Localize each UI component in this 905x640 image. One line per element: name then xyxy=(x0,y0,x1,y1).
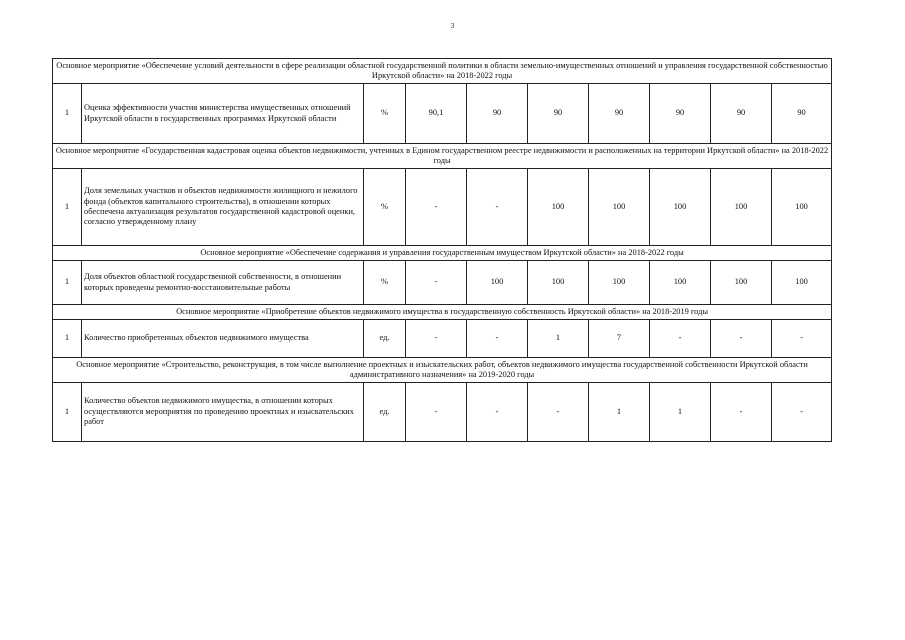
table-row xyxy=(53,320,832,358)
value-cell: 100 xyxy=(650,261,711,305)
row-number: 1 xyxy=(53,84,82,144)
value-cell: 100 xyxy=(589,169,650,246)
value-cell: 100 xyxy=(711,261,772,305)
value-cell: - xyxy=(406,383,467,442)
value-cell: 100 xyxy=(772,261,832,305)
value-cell: 100 xyxy=(589,261,650,305)
table-row xyxy=(53,169,832,246)
indicator-name: Количество приобретенных объектов недвижимого имущества xyxy=(82,320,364,358)
section-title: Основное мероприятие «Приобретение объектов недвижимого имущества в государственную собственность Иркутской области» на 2018-2019 годы xyxy=(53,305,832,320)
section-header-row xyxy=(53,246,832,261)
section-title: Основное мероприятие «Государственная кадастровая оценка объектов недвижимости, учтенных в Едином государственном реестре недвижимости и расположенных на территории Иркутской области» на 2018-2022 годы xyxy=(53,144,832,169)
value-cell: 1 xyxy=(650,383,711,442)
value-cell: 90 xyxy=(528,84,589,144)
section-header-row xyxy=(53,358,832,383)
row-number: 1 xyxy=(53,169,82,246)
value-cell: - xyxy=(467,320,528,358)
indicator-name: Доля земельных участков и объектов недвижимости жилищного и нежилого фонда (объектов капитального строительства), в отношении которых обеспечена актуализация результатов государственной кадастровой оценки, согласно утвержденному плану xyxy=(82,169,364,246)
row-number: 1 xyxy=(53,261,82,305)
section-header-row xyxy=(53,59,832,84)
value-cell: 100 xyxy=(528,169,589,246)
value-cell: 90 xyxy=(650,84,711,144)
value-cell: - xyxy=(406,261,467,305)
row-number: 1 xyxy=(53,383,82,442)
section-header-row xyxy=(53,305,832,320)
unit-cell: ед. xyxy=(364,320,406,358)
value-cell: 90 xyxy=(711,84,772,144)
row-number: 1 xyxy=(53,320,82,358)
value-cell: - xyxy=(528,383,589,442)
value-cell: 7 xyxy=(589,320,650,358)
section-title: Основное мероприятие «Строительство, реконструкция, в том числе выполнение проектных и изыскательских работ, объектов недвижимого имущества государственной собственности Иркутской области административного назначения» на 2019-2020 годы xyxy=(53,358,832,383)
indicator-name: Доля объектов областной государственной собственности, в отношении которых проведены ремонтно-восстановительные работы xyxy=(82,261,364,305)
section-title: Основное мероприятие «Обеспечение условий деятельности в сфере реализации областной государственной политики в области земельно-имущественных отношений и управления государственной собственностью Иркутской области» на 2018-2022 годы xyxy=(53,59,832,84)
section-title: Основное мероприятие «Обеспечение содержания и управления государственным имуществом Иркутской области» на 2018-2022 годы xyxy=(53,246,832,261)
value-cell: 90 xyxy=(467,84,528,144)
value-cell: 90,1 xyxy=(406,84,467,144)
value-cell: - xyxy=(711,320,772,358)
value-cell: 100 xyxy=(772,169,832,246)
value-cell: - xyxy=(467,169,528,246)
value-cell: 100 xyxy=(467,261,528,305)
table-row xyxy=(53,383,832,442)
value-cell: - xyxy=(406,320,467,358)
indicator-name: Количество объектов недвижимого имущества, в отношении которых осуществляются мероприятия по проведению проектных и изыскательских работ xyxy=(82,383,364,442)
value-cell: - xyxy=(772,383,832,442)
section-header-row xyxy=(53,144,832,169)
unit-cell: % xyxy=(364,84,406,144)
page-number: 3 xyxy=(450,22,455,30)
value-cell: 90 xyxy=(772,84,832,144)
indicator-name: Оценка эффективности участия министерства имущественных отношений Иркутской области в государственных программах Иркутской области xyxy=(82,84,364,144)
value-cell: 100 xyxy=(711,169,772,246)
value-cell: 1 xyxy=(528,320,589,358)
value-cell: - xyxy=(650,320,711,358)
table-row xyxy=(53,84,832,144)
value-cell: 90 xyxy=(589,84,650,144)
value-cell: - xyxy=(406,169,467,246)
value-cell: - xyxy=(772,320,832,358)
unit-cell: ед. xyxy=(364,383,406,442)
unit-cell: % xyxy=(364,169,406,246)
value-cell: 100 xyxy=(650,169,711,246)
value-cell: 100 xyxy=(528,261,589,305)
value-cell: - xyxy=(467,383,528,442)
indicators-table xyxy=(52,58,832,442)
value-cell: 1 xyxy=(589,383,650,442)
unit-cell: % xyxy=(364,261,406,305)
table-row xyxy=(53,261,832,305)
value-cell: - xyxy=(711,383,772,442)
